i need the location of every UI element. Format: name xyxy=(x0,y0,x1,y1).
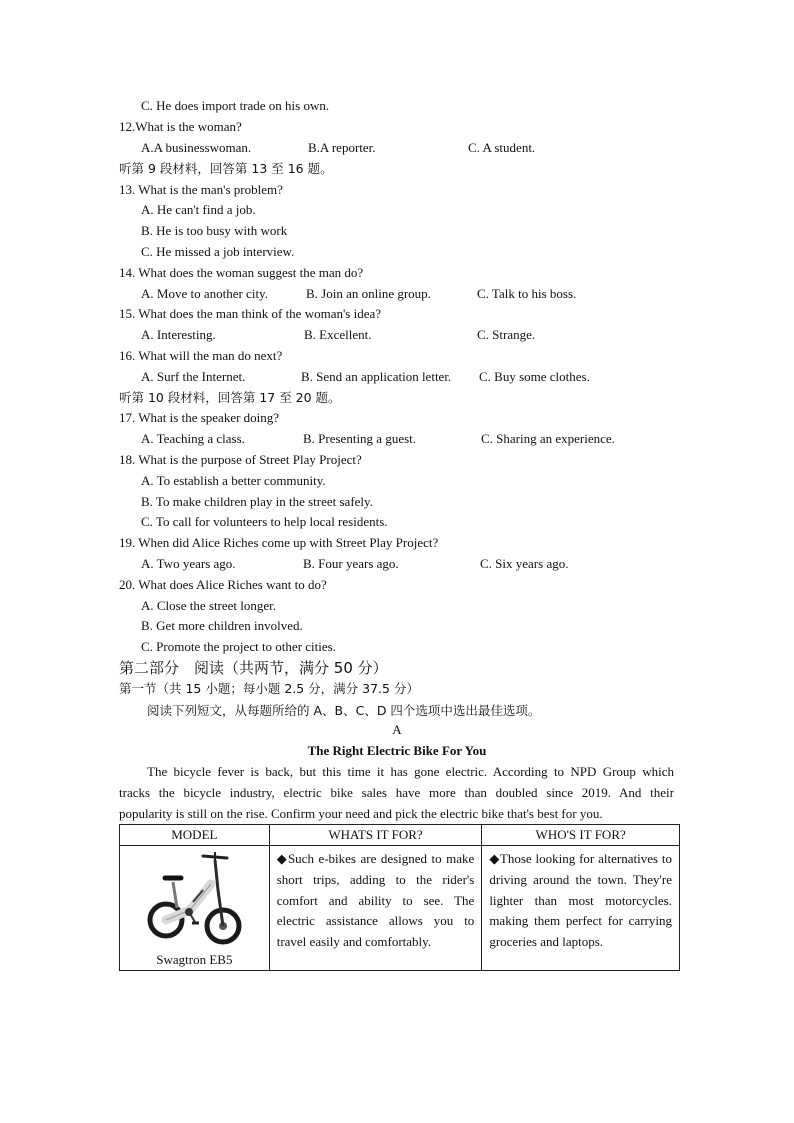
q19-option-c: C. Six years ago. xyxy=(480,556,569,571)
bike-models-table xyxy=(119,824,680,971)
paragraph-line-3: popularity is still on the rise. Confirm your need and pick the electric bike that's best for you. xyxy=(119,806,603,821)
q14-option-b: B. Join an online group. xyxy=(306,286,431,301)
q17-option-b: B. Presenting a guest. xyxy=(303,431,417,446)
header-who: WHO'S IT FOR? xyxy=(482,825,680,846)
q18-option-c: C. To call for volunteers to help local residents. xyxy=(141,514,388,529)
q15-question: 15. What does the man think of the woman's idea? xyxy=(119,306,382,321)
table-row xyxy=(120,846,680,971)
q17-question: 17. What is the speaker doing? xyxy=(119,410,280,425)
q20-question: 20. What does Alice Riches want to do? xyxy=(119,577,327,592)
paragraph-line-2: tracks the bicycle industry, electric bike sales have more than doubled since 2019. And their xyxy=(119,785,674,800)
q13-option-b: B. He is too busy with work xyxy=(141,223,288,238)
q12-option-b: B.A reporter. xyxy=(308,140,376,155)
passage-title: The Right Electric Bike For You xyxy=(307,743,487,758)
q20-option-b: B. Get more children involved. xyxy=(141,618,303,633)
q13-option-a: A. He can't find a job. xyxy=(141,202,256,217)
q16-option-c: C. Buy some clothes. xyxy=(479,369,590,384)
q16-question: 16. What will the man do next? xyxy=(119,348,283,363)
q13-option-c: C. He missed a job interview. xyxy=(141,244,295,259)
q19-option-b: B. Four years ago. xyxy=(303,556,399,571)
model-cell xyxy=(120,846,270,971)
who-cell xyxy=(482,846,680,971)
q19-option-a: A. Two years ago. xyxy=(141,556,236,571)
model-name: Swagtron EB5 xyxy=(156,952,233,967)
q14-option-c: C. Talk to his boss. xyxy=(477,286,577,301)
q15-option-a: A. Interesting. xyxy=(141,327,216,342)
q18-option-b: B. To make children play in the street safely. xyxy=(141,494,373,509)
q17-option-a: A. Teaching a class. xyxy=(141,431,245,446)
paragraph-line-1: The bicycle fever is back, but this time it has gone electric. According to NPD Group which xyxy=(147,764,674,779)
electric-bike-image xyxy=(145,848,245,952)
table-header-row xyxy=(120,825,680,846)
q18-question: 18. What is the purpose of Street Play Project? xyxy=(119,452,362,467)
section-10-instruction: 听第 10 段材料，回答第 17 至 20 题。 xyxy=(119,390,341,405)
q16-option-a: A. Surf the Internet. xyxy=(141,369,246,384)
q16-option-b: B. Send an application letter. xyxy=(301,369,452,384)
q12-option-a: A.A businesswoman. xyxy=(141,140,252,155)
q19-question: 19. When did Alice Riches come up with Street Play Project? xyxy=(119,535,439,550)
q11-option-c: C. He does import trade on his own. xyxy=(141,98,330,113)
header-model: MODEL xyxy=(120,825,270,846)
reading-instructions: 阅读下列短文，从每题所给的 A、B、C、D 四个选项中选出最佳选项。 xyxy=(147,703,541,718)
who-description: ◆Those looking for alternatives to driving around the town. They're lighter than most motorcycles. making them perfect for carrying groceries and laptops. xyxy=(489,851,672,950)
q15-option-b: B. Excellent. xyxy=(304,327,372,342)
q13-question: 13. What is the man's problem? xyxy=(119,182,283,197)
what-cell xyxy=(269,846,482,971)
q20-option-c: C. Promote the project to other cities. xyxy=(141,639,336,654)
part-two-title: 第二部分 阅读（共两节，满分 50 分） xyxy=(119,659,388,677)
passage-letter: A xyxy=(392,722,402,737)
q14-question: 14. What does the woman suggest the man do? xyxy=(119,265,364,280)
q15-option-c: C. Strange. xyxy=(477,327,536,342)
what-description: ◆Such e-bikes are designed to make short trips, adding to the rider's comfort and ability to see. The electric assistance allows you to travel easily and comfortably. xyxy=(276,851,475,950)
q18-option-a: A. To establish a better community. xyxy=(141,473,326,488)
q12-question: 12.What is the woman? xyxy=(119,119,242,134)
q14-option-a: A. Move to another city. xyxy=(141,286,268,301)
section-9-instruction: 听第 9 段材料，回答第 13 至 16 题。 xyxy=(119,161,333,176)
q12-option-c: C. A student. xyxy=(468,140,536,155)
header-what: WHATS IT FOR? xyxy=(269,825,482,846)
section-one-title: 第一节（共 15 小题；每小题 2.5 分，满分 37.5 分） xyxy=(119,681,419,696)
q17-option-c: C. Sharing an experience. xyxy=(481,431,615,446)
q20-option-a: A. Close the street longer. xyxy=(141,598,277,613)
